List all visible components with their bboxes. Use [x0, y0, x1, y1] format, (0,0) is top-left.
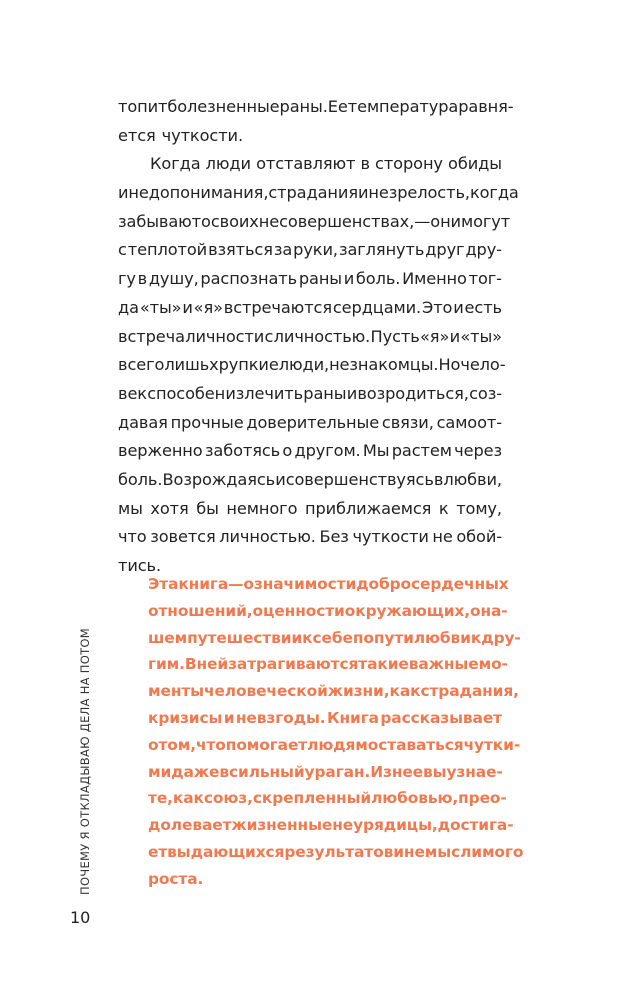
highlight-line: о том, что помогает людям оставаться чутки- [148, 735, 521, 754]
highlight-line: менты человеческой жизни, как страдания, [148, 682, 519, 701]
highlight-line: долевает жизненные неурядицы, достига- [148, 816, 514, 835]
body-line: мы хотя бы немного приближаемся к тому, [118, 498, 502, 518]
highlight-line: шем путешествии к себе по пути любви к дру- [148, 628, 521, 647]
body-line: ется чуткости. [118, 125, 243, 145]
body-line: боль. Возрождаясь и совершенствуясь в любви, [118, 469, 502, 489]
highlight-line: ет выдающихся результатов и немыслимого [148, 842, 524, 861]
highlight-line: те, как союз, скрепленный любовью, прео- [148, 789, 507, 808]
body-line: топит болезненные раны. Ее температура равня- [118, 97, 514, 116]
body-line: что зовется личностью. Без чуткости не обой- [118, 527, 502, 547]
highlight-line: кризисы и невзгоды. Книга рассказывает [148, 708, 502, 727]
highlight-line: роста. [148, 869, 204, 888]
body-line: да «ты» и «я» встречаются сердцами. Это и есть [118, 297, 502, 317]
page-number: 10 [70, 908, 91, 927]
body-line: встреча личности с личностью. Пусть «я» и «ты» [118, 326, 502, 346]
body-line: и недопонимания, страдания и незрелость, когда [118, 183, 519, 203]
body-line: давая прочные доверительные связи, самоот- [118, 412, 502, 432]
running-title: ПОЧЕМУ Я ОТКЛАДЫВАЮ ДЕЛА НА ПОТОМ [78, 628, 92, 895]
body-line: Когда люди отставляют в сторону обиды [150, 154, 502, 174]
highlight-line: отношений, о ценности окружающих, о на- [148, 601, 508, 620]
highlight-line: Эта книга — о значимости добросердечных [148, 575, 509, 593]
body-text [118, 93, 519, 581]
highlight-line: ми даже в сильный ураган. Из нее вы узнае- [148, 762, 503, 781]
highlight-line: гим. В ней затрагиваются такие важные мо- [148, 655, 508, 674]
body-line: верженно заботясь о другом. Мы растем через [118, 441, 502, 461]
body-line: забывают о своих несовершенствах, — они могут [118, 211, 511, 231]
body-line: гу в душу, распознать раны и боль. Именно тог- [118, 269, 502, 289]
body-line: век способен излечить раны и возродиться, соз- [118, 383, 502, 403]
body-line: тись. [118, 556, 162, 575]
body-line: с теплотой взяться за руки, заглянуть друг дру- [118, 240, 502, 260]
body-line: всего лишь хрупкие люди, незнакомцы. Но чело- [118, 355, 506, 375]
highlight-quote [148, 571, 524, 893]
